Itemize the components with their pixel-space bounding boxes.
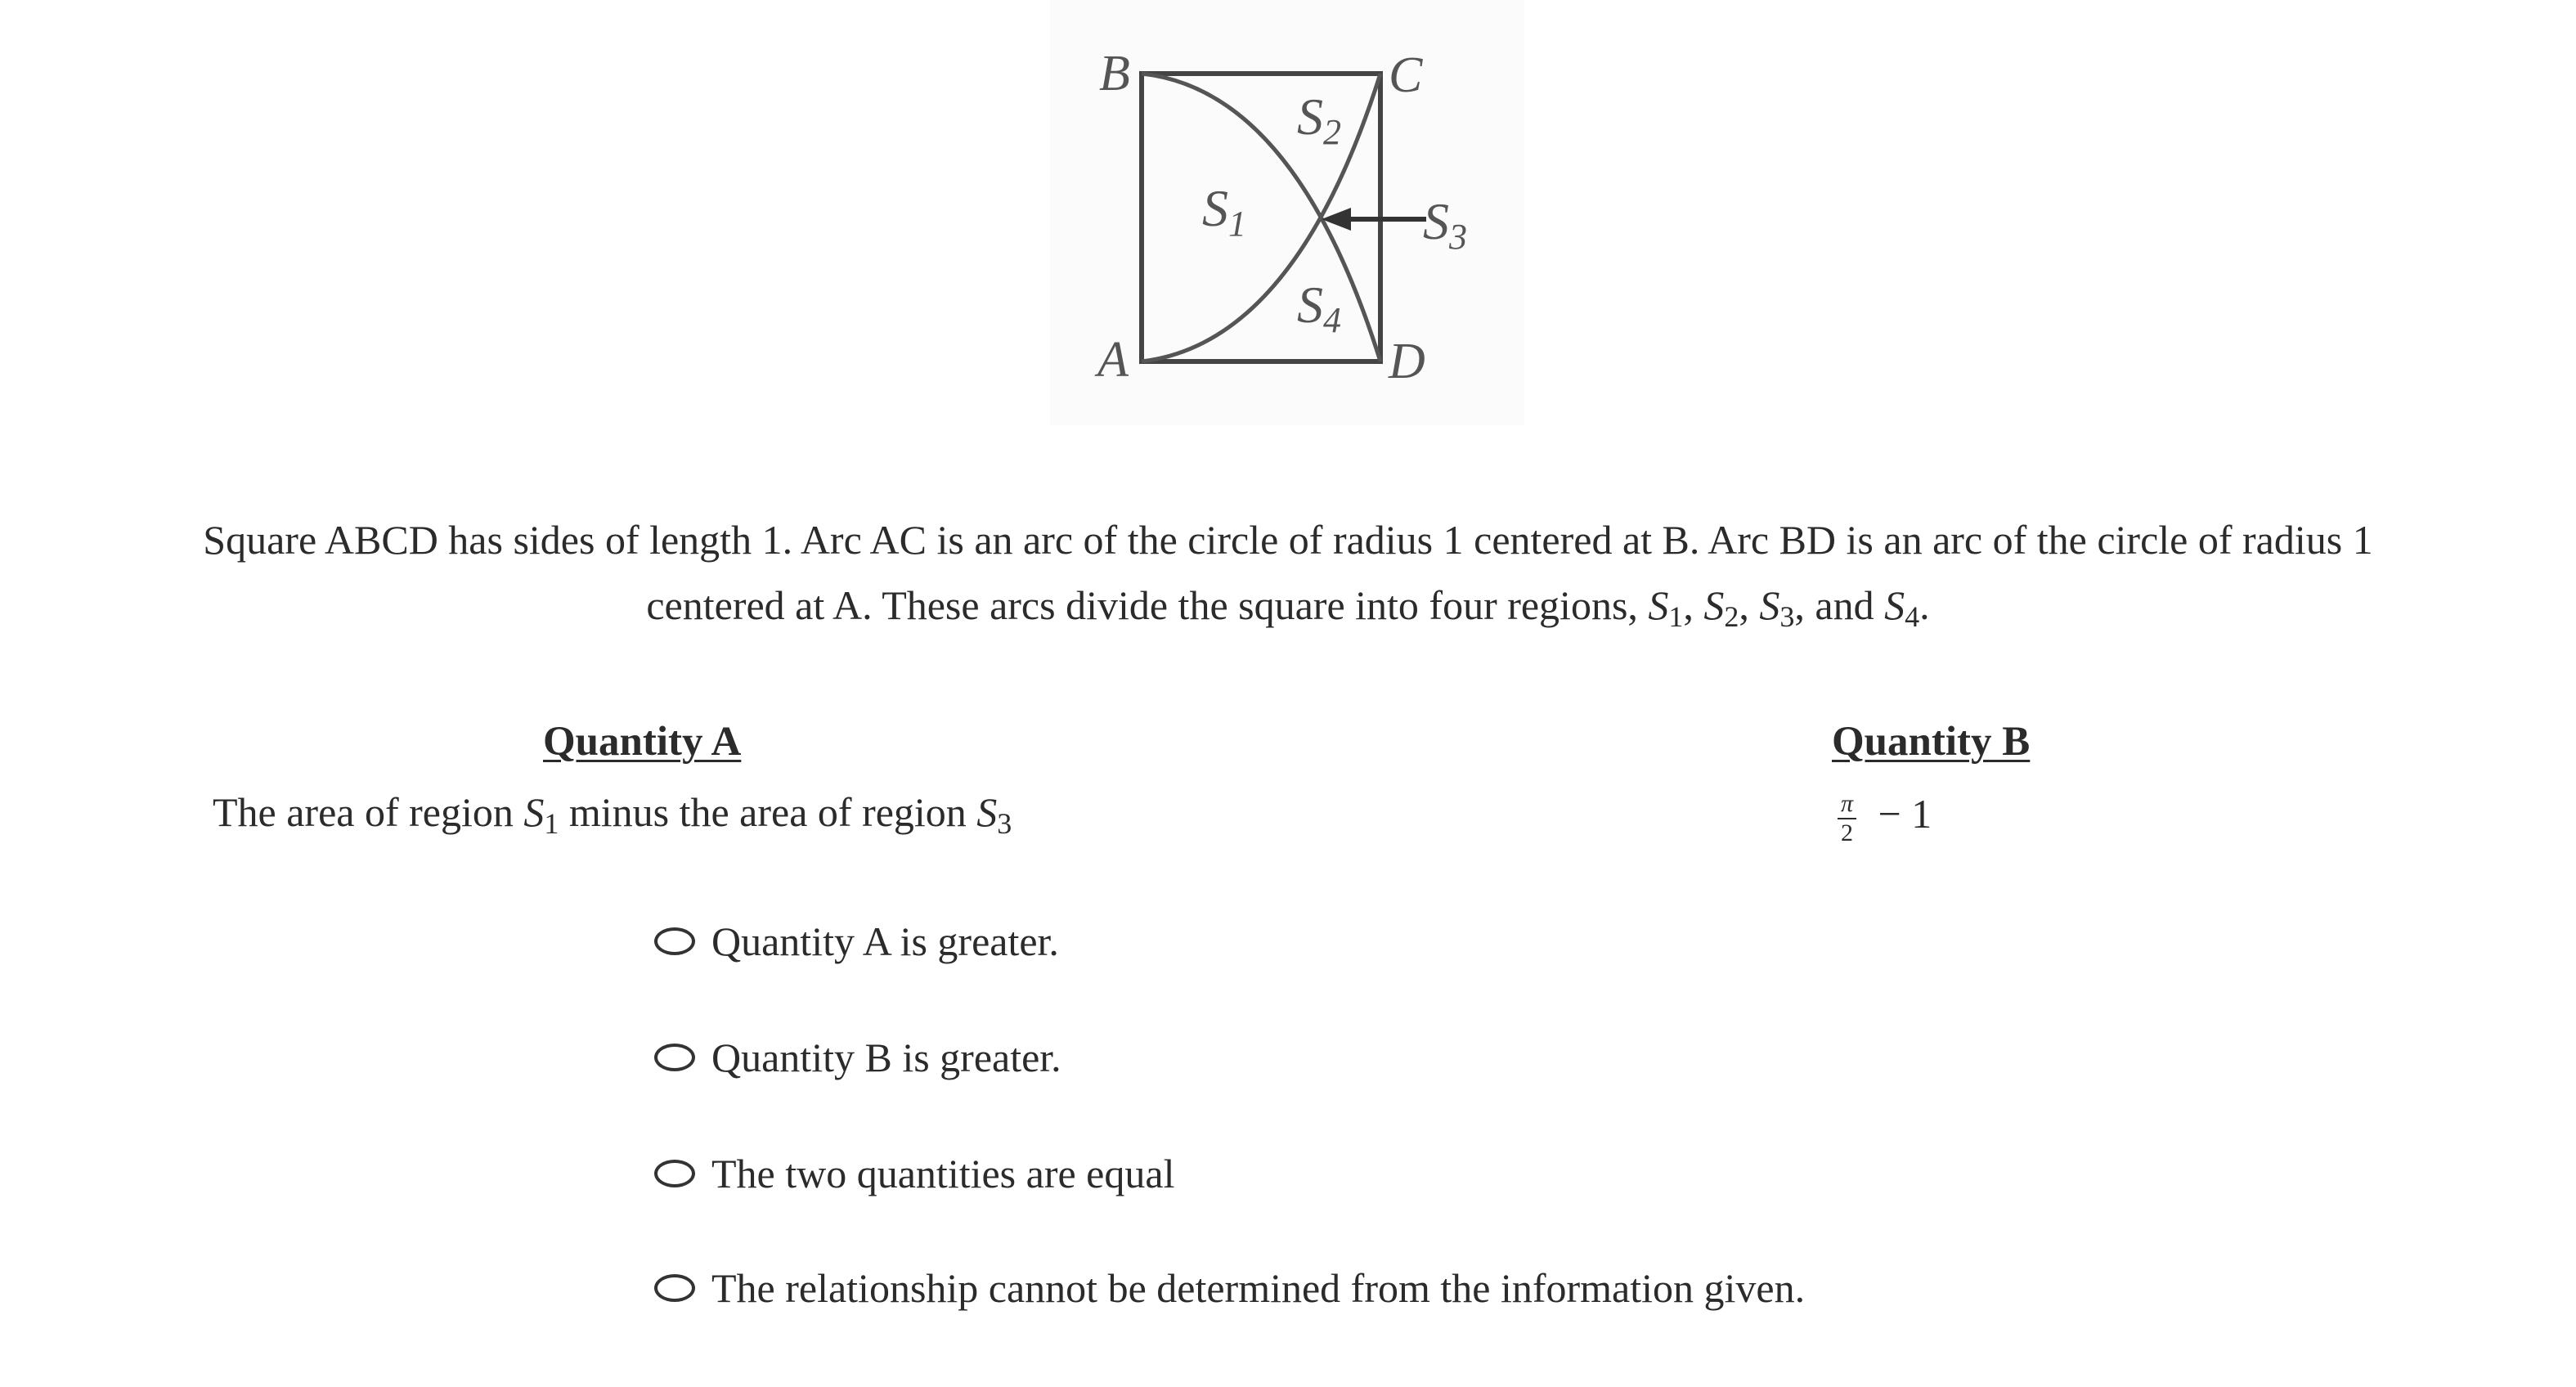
choice-label: The two quantities are equal <box>711 1151 1175 1196</box>
choice-quantities-equal[interactable] <box>654 1145 1174 1202</box>
label-a: A <box>1097 332 1129 388</box>
label-b: B <box>1099 46 1130 101</box>
region-s4: $S_4$ <box>1884 582 1920 633</box>
quantity-b-text <box>1838 785 1932 847</box>
choice-label: Quantity B is greater. <box>711 1035 1061 1080</box>
choice-label: The relationship cannot be determined from the information given. <box>711 1265 1806 1311</box>
quantity-a-text-start: The area of region <box>213 789 514 835</box>
radio-button[interactable] <box>654 1044 695 1071</box>
label-d: D <box>1389 334 1425 389</box>
region-s3: $S_3$ <box>1759 582 1795 633</box>
choice-quantity-a-greater[interactable] <box>654 913 1059 970</box>
quantity-a-region-1: $S_1$ <box>523 789 559 840</box>
question-prompt <box>114 507 2462 638</box>
quantity-b-header: Quantity B <box>1832 719 2031 765</box>
label-s4: S4 <box>1297 276 1341 340</box>
prompt-and: and <box>1815 582 1874 628</box>
choice-label: Quantity A is greater. <box>711 918 1059 964</box>
prompt-line-2: centered at A. These arcs divide the square into four regions, $S_1$, $S_2$, $S_3$, and $S_4$. <box>646 582 1930 633</box>
label-s3: S3 <box>1423 192 1467 257</box>
label-s2: S2 <box>1297 88 1341 152</box>
quantity-a-text-middle: minus the area of region <box>568 789 967 835</box>
radio-button[interactable] <box>654 1160 695 1187</box>
geometry-figure <box>1050 0 1524 425</box>
choice-quantity-b-greater[interactable] <box>654 1029 1061 1086</box>
label-c: C <box>1389 47 1423 103</box>
radio-button[interactable] <box>654 1274 695 1302</box>
pi-over-2-fraction <box>1838 790 1856 847</box>
quantity-b-rest: − 1 <box>1878 791 1932 837</box>
quantity-a-text <box>213 783 1012 841</box>
choice-cannot-be-determined[interactable] <box>654 1259 1805 1317</box>
region-s2: $S_2$ <box>1703 582 1739 633</box>
fraction-numerator: π <box>1838 790 1856 819</box>
prompt-line-2-text: centered at A. These arcs divide the square into four regions, <box>646 582 1638 628</box>
quantity-a-header: Quantity A <box>543 719 742 765</box>
square-arcs-diagram <box>1050 0 1524 425</box>
fraction-denominator: 2 <box>1841 819 1854 846</box>
quantity-a-region-2: $S_3$ <box>976 789 1012 840</box>
radio-button[interactable] <box>654 927 695 955</box>
region-s1: $S_1$ <box>1648 582 1684 633</box>
prompt-line-1: Square ABCD has sides of length 1. Arc AC is an arc of the circle of radius 1 centered at B. Arc BD is an arc of the circle of radius 1 <box>203 517 2373 563</box>
label-s1: S1 <box>1202 179 1246 244</box>
